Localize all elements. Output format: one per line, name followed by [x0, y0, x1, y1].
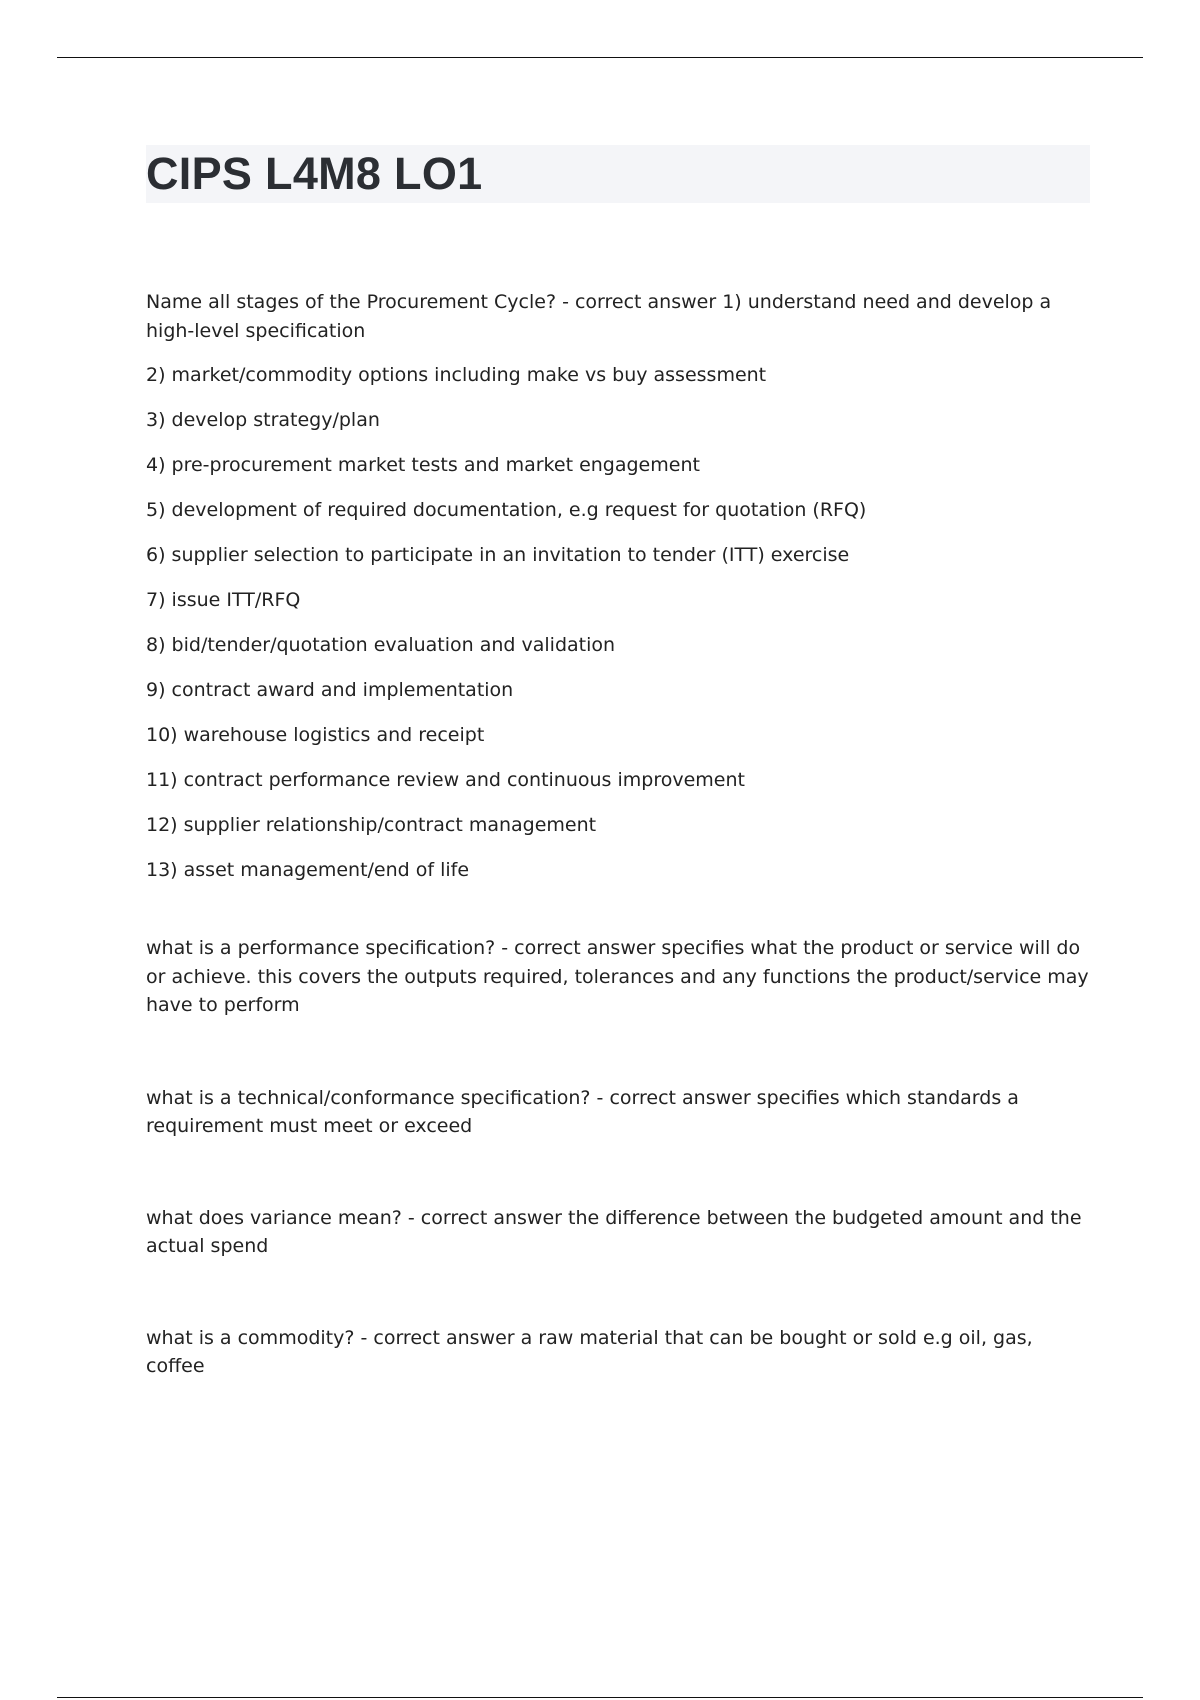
- title-banner: [146, 145, 1090, 203]
- list-item: 3) develop strategy/plan: [146, 409, 380, 431]
- qa-text: what is a commodity? - correct answer a raw material that can be bought or sold e.g oil, gas, coffee: [146, 1326, 1033, 1377]
- qa-item-performance-specification: [146, 934, 1090, 1020]
- qa-text: Name all stages of the Procurement Cycle? - correct answer 1) understand need and develop a high-level specification: [146, 291, 1052, 342]
- list-item: 4) pre-procurement market tests and market engagement: [146, 454, 700, 476]
- qa-text: what is a technical/conformance specification? - correct answer specifies which standards a requirement must meet or exceed: [146, 1086, 1019, 1137]
- list-item: 2) market/commodity options including make vs buy assessment: [146, 364, 767, 386]
- qa-text: what is a performance specification? - correct answer specifies what the product or service will do or achieve. this covers the outputs required, tolerances and any functions the product/service may have to perform: [146, 937, 1089, 1016]
- list-item: 13) asset management/end of life: [146, 859, 470, 881]
- list-item: 12) supplier relationship/contract management: [146, 814, 597, 836]
- list-item: 8) bid/tender/quotation evaluation and validation: [146, 634, 616, 656]
- list-item: 9) contract award and implementation: [146, 679, 514, 701]
- header-rule: [57, 57, 1143, 58]
- list-item: 10) warehouse logistics and receipt: [146, 724, 485, 746]
- procurement-steps-list: [146, 361, 1090, 885]
- qa-item-technical-specification: [146, 1084, 1090, 1141]
- qa-text: what does variance mean? - correct answer the difference between the budgeted amount and the actual spend: [146, 1206, 1082, 1257]
- list-item: 5) development of required documentation, e.g request for quotation (RFQ): [146, 499, 867, 521]
- qa-item-procurement-cycle: [146, 288, 1090, 885]
- qa-item-variance: [146, 1204, 1090, 1261]
- document-body: [146, 145, 1090, 1381]
- list-item: 7) issue ITT/RFQ: [146, 589, 301, 611]
- list-item: 11) contract performance review and continuous improvement: [146, 769, 745, 791]
- list-item: 6) supplier selection to participate in an invitation to tender (ITT) exercise: [146, 544, 850, 566]
- qa-item-commodity: [146, 1324, 1090, 1381]
- document-title: CIPS L4M8 LO1: [146, 148, 483, 199]
- footer-rule: [57, 1697, 1143, 1698]
